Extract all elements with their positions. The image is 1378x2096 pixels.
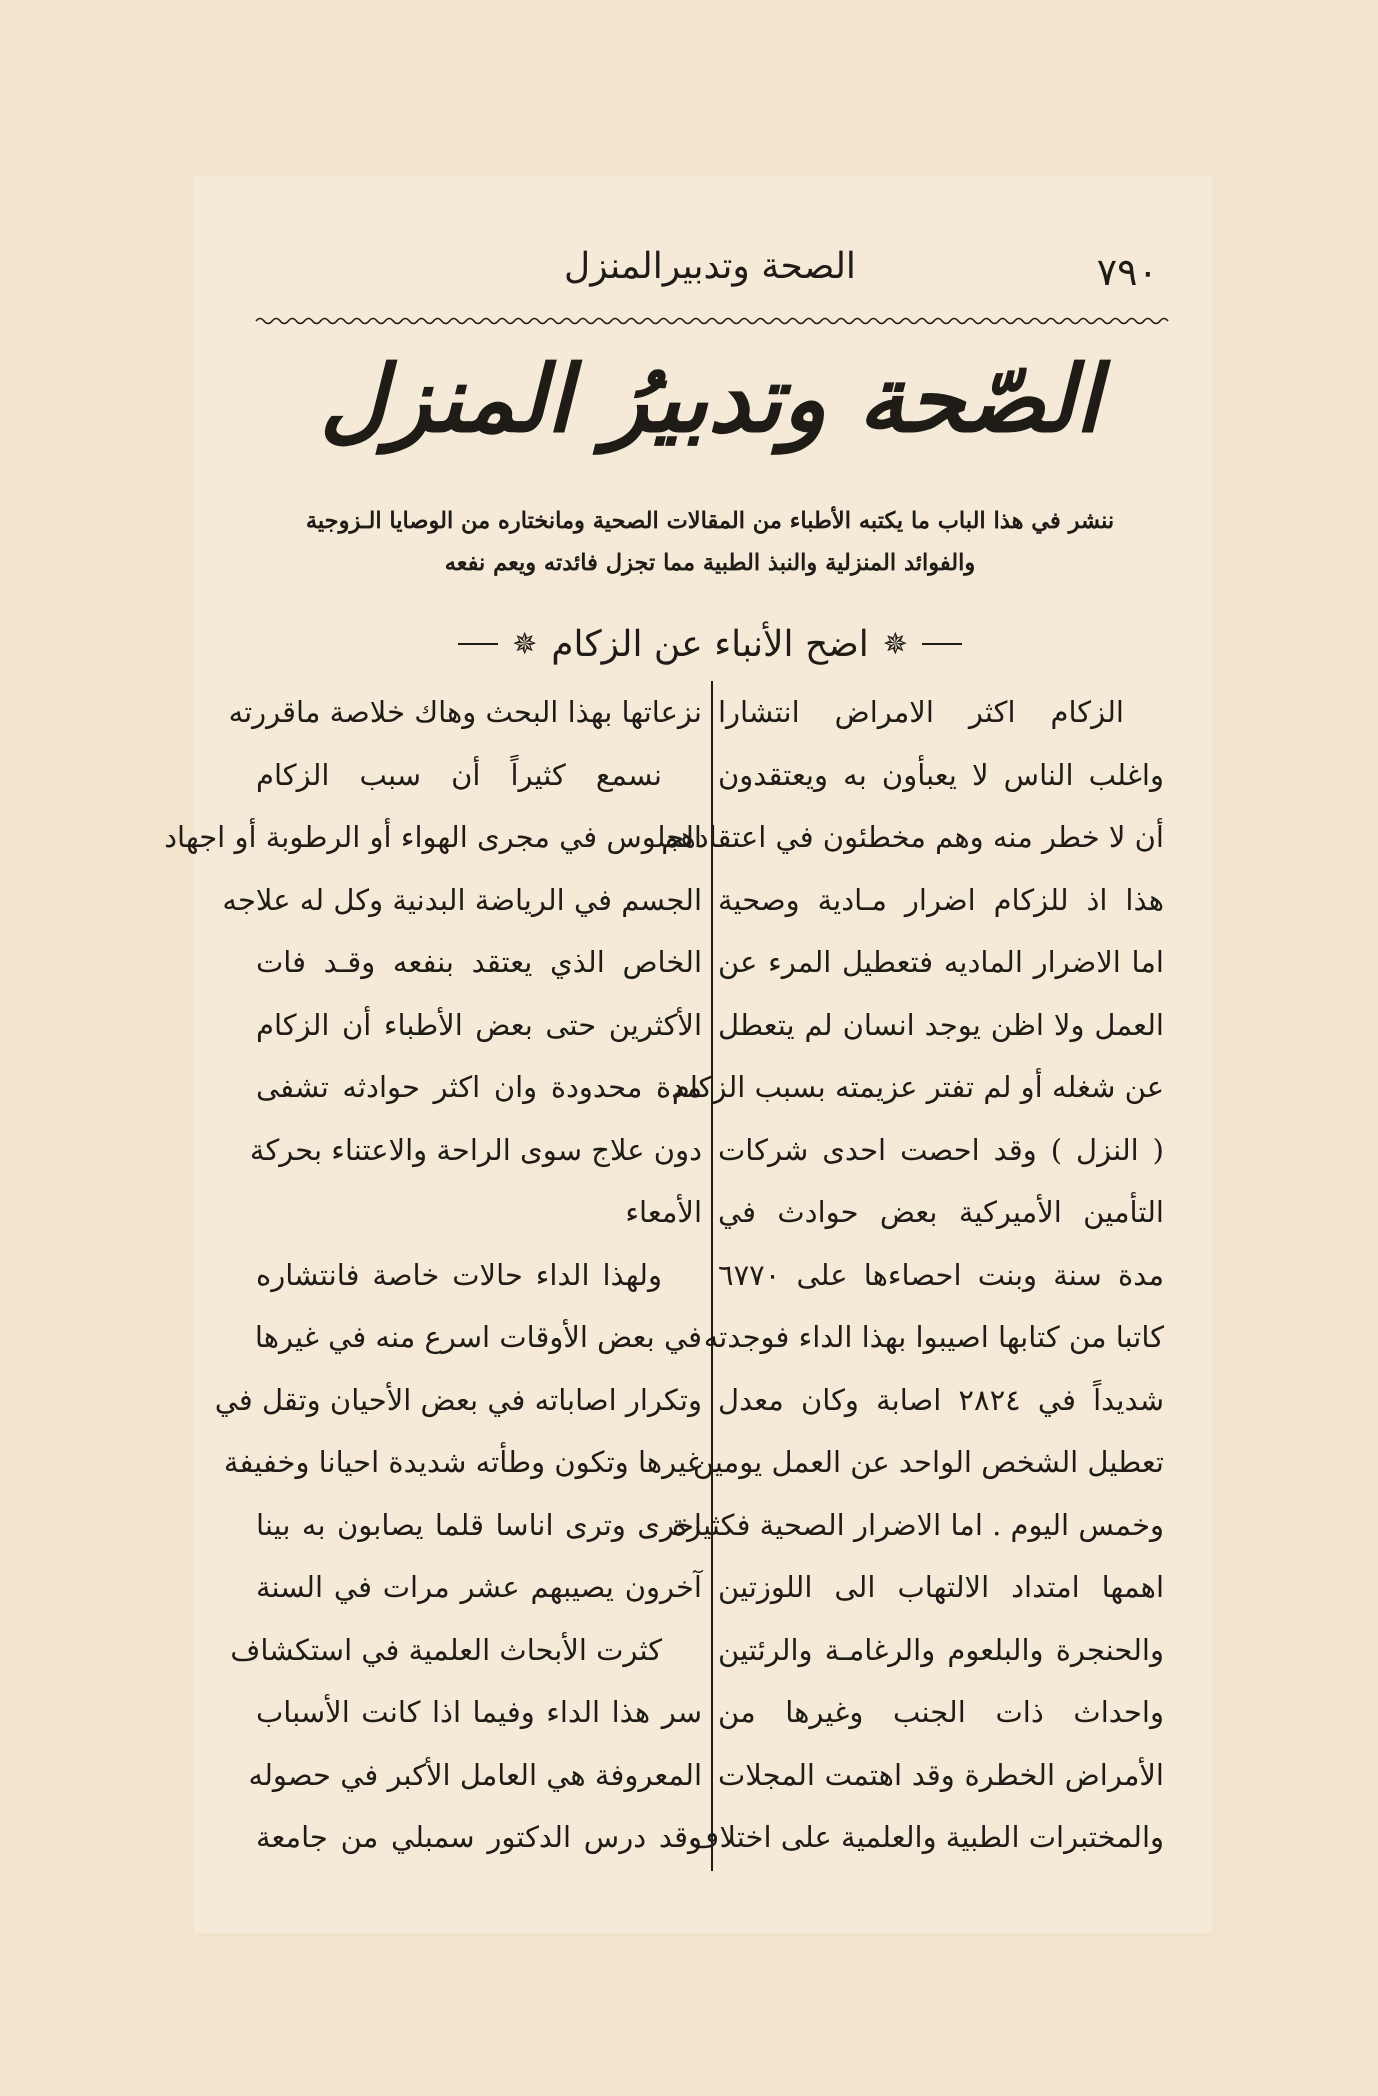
text-line: اهمها امتداد الالتهاب الى اللوزتين [718,1570,1164,1604]
text-line: دون علاج سوى الراحة والاعتناء بحركة [249,1132,702,1167]
text-line: ولهذا الداء حالات خاصة فانتشاره [256,1257,662,1292]
text-line: مدة محدودة وان اكثر حوادثه تشفى [256,1070,702,1104]
dash-ornament [922,643,962,645]
intro-line: والفوائد المنزلية والنبذ الطبية مما تجزل فائدته ويعم نفعه [444,549,976,576]
text-line: وقد درس الدكتور سمبلي من جامعة [256,1820,702,1854]
left-column [164,681,702,1869]
text-line: وخمس اليوم . اما الاضرار الصحية فكثيرة [671,1507,1164,1542]
text-line: نزعاتها بهذا البحث وهاك خلاصة ماقررته [228,695,702,729]
text-line: سر هذا الداء وفيما اذا كانت الأسباب [256,1695,702,1729]
running-header [256,246,1164,302]
text-line: غيرها وتكون وطأته شديدة احيانا وخفيفة [223,1445,702,1479]
section-heading [256,614,1164,674]
text-line: كاتبا من كتابها اصيبوا بهذا الداء فوجدته [703,1320,1164,1354]
text-line: نسمع كثيراً أن سبب الزكام [256,757,662,792]
document-page [164,176,1212,1933]
text-line: واغلب الناس لا يعبأون به ويعتقدون [718,757,1164,792]
text-line: هذا اذ للزكام اضرار مـادية وصحية [718,882,1164,917]
intro-line: ننشر في هذا الباب ما يكتبه الأطباء من المقالات الصحية ومانختاره من الوصايا الـزوجية [305,508,1115,534]
text-line: والمختبرات الطبية والعلمية على اختلاف [689,1820,1164,1854]
text-line: اخرى وترى اناسا قلما يصابون به بينا [256,1507,702,1542]
main-title: الصّحة وتدبيرُ المنزل [319,345,1101,453]
text-line: في بعض الأوقات اسرع منه في غيرها [254,1320,702,1354]
text-line: العمل ولا اظن يوجد انسان لم يتعطل [718,1007,1164,1042]
text-line: الخاص الذي يعتقد بنفعه وقـد فات [256,945,702,979]
text-line: الزكام اكثر الامراض انتشارا [718,695,1124,729]
text-line: أن لا خطر منه وهم مخطئون في اعتقادهم [661,820,1164,854]
text-line: آخرون يصيبهم عشر مرات في السنة [256,1570,702,1604]
wavy-rule-icon [256,314,1164,328]
text-line: وتكرار اصاباته في بعض الأحيان وتقل في [214,1382,702,1417]
text-line: مدة سنة وبنت احصاءها على ٦٧٧٠ [718,1257,1164,1292]
text-line: الأمراض الخطرة وقد اهتمت المجلات [718,1757,1164,1792]
text-line: تعطيل الشخص الواحد عن العمل يومين [692,1445,1164,1479]
page-content [164,176,1164,1933]
running-title: الصحة وتدبيرالمنزل [564,246,856,287]
page-number: ٧٩٠ [1096,250,1158,294]
text-line: والحنجرة والبلعوم والرغامـة والرئتين [718,1632,1164,1667]
intro-paragraph [256,501,1164,584]
text-line: التأمين الأميركية بعض حوادث في [718,1195,1164,1229]
text-line: ( النزل ) وقد احصت احدى شركات [718,1132,1164,1167]
text-line: الأكثرين حتى بعض الأطباء أن الزكام [256,1007,702,1042]
text-line: اما الاضرار الماديه فتعطيل المرء عن [718,945,1164,979]
text-line: عن شغله أو لم تفتر عزيمته بسبب الزكام [671,1070,1164,1104]
text-line: الجلوس في مجرى الهواء أو الرطوبة أو اجهاد [164,820,702,854]
text-line: واحداث ذات الجنب وغيرها من [718,1695,1164,1729]
text-line: الجسم في الرياضة البدنية وكل له علاجه [222,882,702,917]
wavy-rule [256,314,1164,328]
star-ornament-icon: ✵ [512,626,538,662]
text-line: كثرت الأبحاث العلمية في استكشاف [230,1632,662,1667]
article-columns [164,681,1164,1871]
text-line: شديداً في ٢٨٢٤ اصابة وكان معدل [718,1382,1164,1417]
column-divider [711,681,713,1871]
text-line: المعروفة هي العامل الأكبر في حصوله [248,1757,702,1792]
dash-ornament [458,643,498,645]
section-heading-text: اضح الأنباء عن الزكام [551,623,869,665]
star-ornament-icon: ✵ [882,626,908,662]
text-line: الأمعاء [625,1195,702,1229]
